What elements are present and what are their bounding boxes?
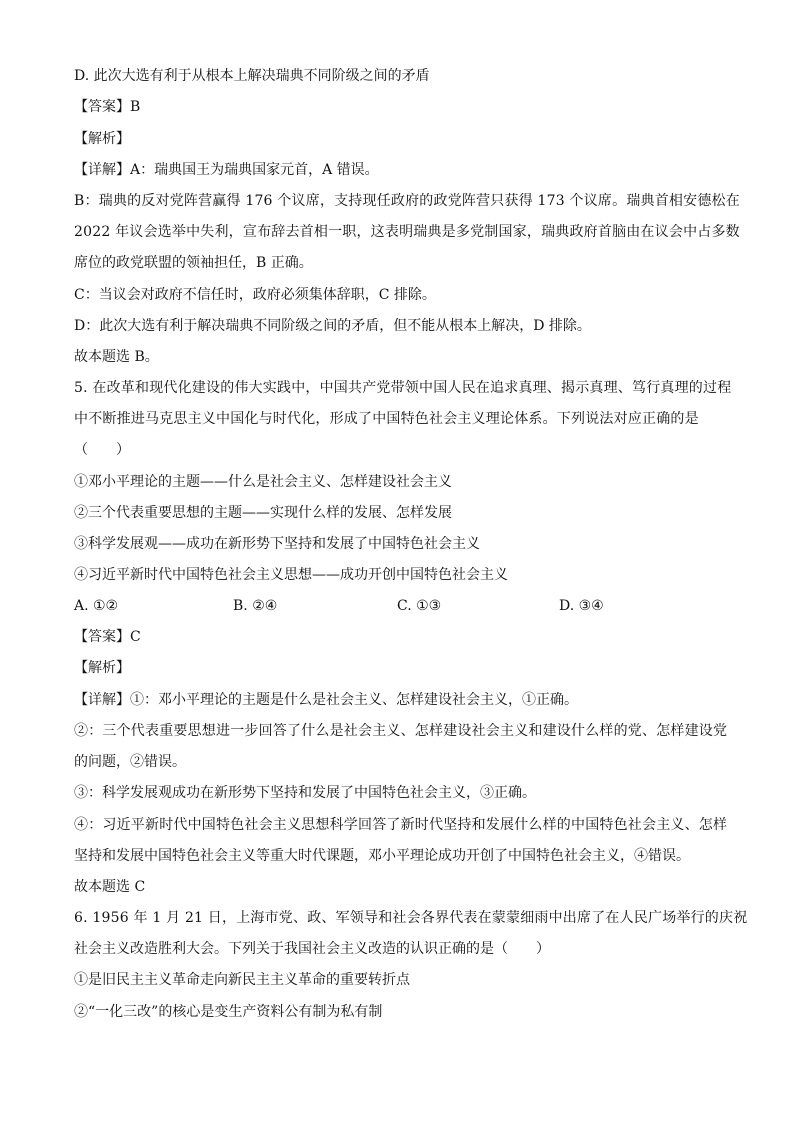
- q5-conclusion: 故本题选 C: [74, 879, 146, 895]
- q4-answer: 【答案】B: [74, 99, 141, 115]
- q5-analysis-heading: 【解析】: [74, 660, 130, 676]
- q4-conclusion: 故本题选 B。: [74, 349, 159, 365]
- q5-stem-line-1: 5. 在改革和现代化建设的伟大实践中，中国共产党带领中国人民在追求真理、揭示真理、笃行真理的过程: [74, 380, 732, 396]
- q4-analysis-heading: 【解析】: [74, 131, 130, 147]
- q5-detail-4-line-1: ④：习近平新时代中国特色社会主义思想科学回答了新时代坚持和发展什么样的中国特色社会主义、怎样: [74, 817, 728, 833]
- q5-statement-1: ①邓小平理论的主题——什么是社会主义、怎样建设社会主义: [74, 474, 452, 490]
- q6-stem-line-2: 社会主义改造胜利大会。下列关于我国社会主义改造的认识正确的是（ ）: [74, 941, 550, 957]
- q6-statement-2: ②“一化三改”的核心是变生产资料公有制为私有制: [74, 1004, 383, 1020]
- q5-answer: 【答案】C: [74, 629, 141, 645]
- q5-statement-3: ③科学发展观——成功在新形势下坚持和发展了中国特色社会主义: [74, 536, 480, 552]
- q5-options: [0, 596, 794, 616]
- q4-detail-d: D：此次大选有利于解决瑞典不同阶级之间的矛盾，但不能从根本上解决，D 排除。: [74, 318, 591, 334]
- q5-statement-2: ②三个代表重要思想的主题——实现什么样的发展、怎样发展: [74, 505, 452, 521]
- q4-detail-c: C：当议会对政府不信任时，政府必须集体辞职，C 排除。: [74, 287, 436, 303]
- q4-detail-a: 【详解】A：瑞典国王为瑞典国家元首，A 错误。: [74, 162, 379, 178]
- q4-detail-b-line-3: 席位的政党联盟的领袖担任，B 正确。: [74, 255, 313, 271]
- q6-statement-1: ①是旧民主主义革命走向新民主主义革命的重要转折点: [74, 972, 410, 988]
- q6-stem-line-1: 6. 1956 年 1 月 21 日，上海市党、政、军领导和社会各界代表在蒙蒙细雨中出席了在人民广场举行的庆祝: [74, 910, 748, 926]
- q5-detail-4-line-2: 坚持和发展中国特色社会主义等重大时代课题，邓小平理论成功开创了中国特色社会主义，④错误。: [74, 848, 690, 864]
- q5-option-a: A. ①②: [74, 598, 119, 614]
- q4-detail-b-line-2: 2022 年议会选举中失利，宣布辞去首相一职，这表明瑞典是多党制国家，瑞典政府首脑由在议会中占多数: [74, 224, 740, 240]
- q5-option-b: B. ②④: [233, 598, 278, 614]
- q5-detail-1: 【详解】①：邓小平理论的主题是什么是社会主义、怎样建设社会主义，①正确。: [74, 692, 578, 708]
- q5-option-d: D. ③④: [559, 598, 604, 614]
- q5-detail-3: ③：科学发展观成功在新形势下坚持和发展了中国特色社会主义，③正确。: [74, 785, 536, 801]
- q5-answer-blank: （ ）: [74, 442, 130, 458]
- q5-option-c: C. ①③: [397, 598, 442, 614]
- q5-detail-2-line-1: ②：三个代表重要思想进一步回答了什么是社会主义、怎样建设社会主义和建设什么样的党、怎样建设党: [74, 723, 728, 739]
- q4-detail-b-line-1: B：瑞典的反对党阵营赢得 176 个议席，支持现任政府的政党阵营只获得 173 个议席。瑞典首相安德松在: [74, 193, 740, 209]
- q4-option-d: D. 此次大选有利于从根本上解决瑞典不同阶级之间的矛盾: [74, 68, 430, 84]
- q5-statement-4: ④习近平新时代中国特色社会主义思想——成功开创中国特色社会主义: [74, 567, 508, 583]
- q5-detail-2-line-2: 的问题，②错误。: [74, 754, 186, 770]
- q5-stem-line-2: 中不断推进马克思主义中国化与时代化，形成了中国特色社会主义理论体系。下列说法对应正确的是: [74, 411, 699, 427]
